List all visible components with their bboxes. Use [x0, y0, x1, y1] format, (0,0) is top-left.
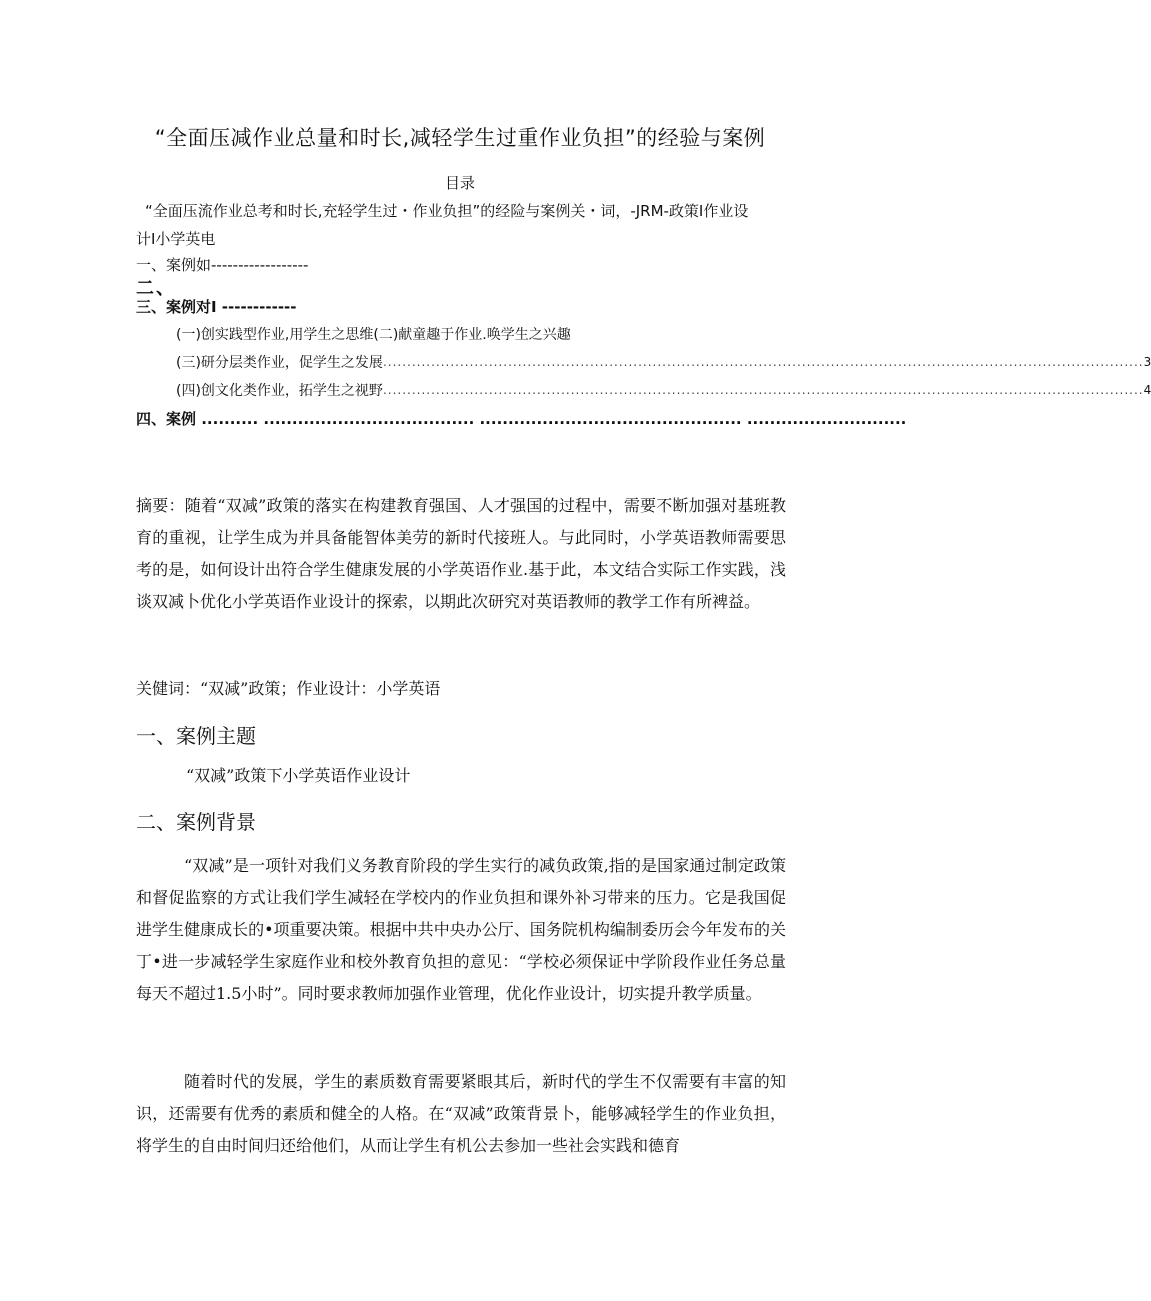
toc-subentry-2: [176, 352, 1151, 372]
toc-entry-2: 二、: [136, 278, 176, 299]
toc-page-number: 3: [1143, 355, 1151, 369]
toc-title-line: “全面压流作业总考和时长,充轻学生过・作业负担”的经险与案例关・词，-JRM-政策I作业设: [145, 202, 749, 220]
toc-dot-leader: ..............................................................................................................................................................: [382, 383, 1144, 397]
toc-subentry-label: (三)研分层类作业，促学生之发展: [176, 355, 383, 371]
toc-dot-leader: ..............................................................................................................................................................: [382, 355, 1144, 369]
background-paragraph-1: “双减”是一项针对我们义务教育阶段的学生实行的减负政策,指的是国家通过制定政策和督促监察的方式让我们学生减轻在学校内的作业负担和课外补习带来的压力。它是我国促进学生健康成长的•项重要决策。根据中共中央办公厅、国务院机构编制委历会今年发布的关丁•进一步减轻学生家庭作业和校外教育负担的意见：“学校必须保证中学阶段作业任务总量每天不超过1.5小时”。同时要求教师加强作业管理，优化作业设计，切实提升教学质量。: [136, 856, 786, 1003]
toc-heading: 目录: [444, 174, 475, 192]
toc-entry-3: 三、案例对Ⅰ ------------: [136, 298, 297, 316]
toc-subentry-1: (一)创实践型作业,用学生之思维(二)献童趣于作业.唤学生之兴趣: [176, 327, 571, 343]
section-heading-theme: 一、案例主题: [136, 724, 256, 748]
toc-title-line-continued: 计I小学英电: [136, 230, 216, 248]
toc-subentry-3: [176, 380, 1151, 400]
document-title: “全面压减作业总量和时长,减轻学生过重作业负担”的经验与案例: [154, 126, 766, 150]
abstract-paragraph: 摘要：随着“双减”政策的落实在构建教育强国、人才强国的过程中，需要不断加强对基班教育的重视，让学生成为并具备能智体美劳的新时代接班人。与此同时，小学英语教师需要思考的是，如何设计出符合学生健康发展的小学英语作业.基于此，本文结合实际工作实践，浅谈双减卜优化小学英语作业设计的探索，以期此次研究对英语教师的教学工作有所裨益。: [136, 496, 786, 611]
case-subject: “双减”政策下小学英语作业设计: [186, 766, 411, 785]
keywords-line: 关健词：“双减”政策；作业设计：小学英语: [136, 679, 441, 698]
toc-entry-4: 四、案例 .......... ..................................... .............................................. ............................: [136, 410, 907, 428]
toc-subentry-label: (四)创文化类作业，拓学生之视野: [176, 383, 383, 399]
section-heading-background: 二、案例背景: [136, 810, 256, 834]
toc-page-number: 4: [1143, 383, 1151, 397]
background-paragraph-2: 随着时代的发展，学生的素质数育需要紧眼其后，新时代的学生不仅需要有丰富的知识，还需要有优秀的素质和健全的人格。在“双减”政策背景卜，能够减轻学生的作业负担，将学生的自由时间归还给他们，从而让学生有机公去参加一些社会实践和德育: [136, 1072, 786, 1155]
toc-entry-1: 一、案例如------------------: [136, 256, 309, 274]
